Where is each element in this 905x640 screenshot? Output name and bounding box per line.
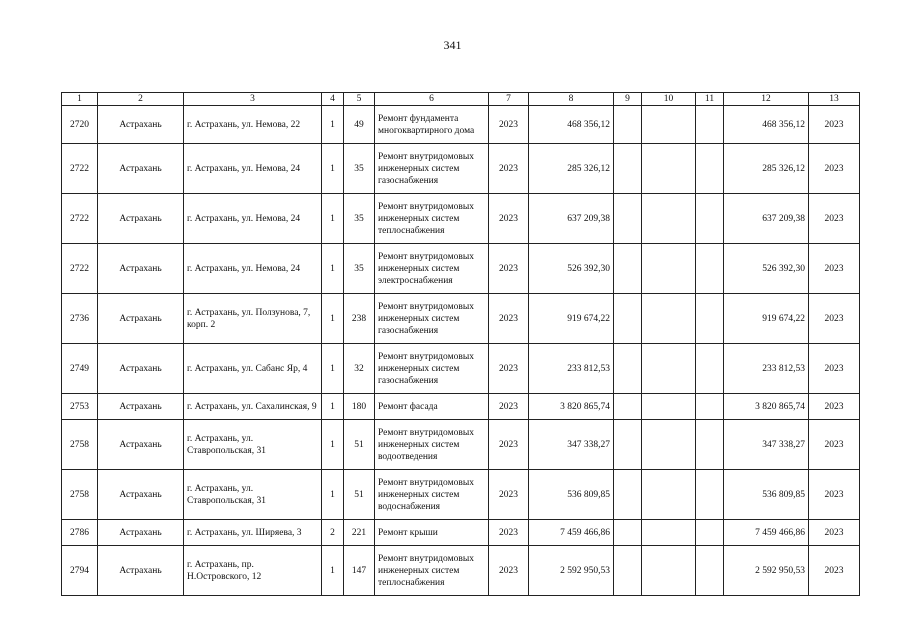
column-number: 9 [614, 93, 642, 106]
empty-cell [696, 294, 724, 344]
total-cost-cell: 2 592 950,53 [529, 546, 614, 596]
column-number: 6 [375, 93, 489, 106]
settlement-cell: Астрахань [98, 420, 184, 470]
empty-cell [614, 294, 642, 344]
work-type-cell: Ремонт крыши [375, 520, 489, 546]
year-cell: 2023 [489, 394, 529, 420]
budget-cost-cell: 526 392,30 [724, 244, 809, 294]
empty-cell [642, 194, 696, 244]
count-cell: 1 [322, 420, 344, 470]
year-cell: 2023 [489, 470, 529, 520]
completion-year-cell: 2023 [809, 344, 860, 394]
completion-year-cell: 2023 [809, 546, 860, 596]
budget-cost-cell: 3 820 865,74 [724, 394, 809, 420]
empty-cell [642, 470, 696, 520]
completion-year-cell: 2023 [809, 144, 860, 194]
table-row [62, 394, 860, 420]
work-type-cell: Ремонт внутридомовых инженерных систем теплоснабжения [375, 194, 489, 244]
column-number: 12 [724, 93, 809, 106]
settlement-cell: Астрахань [98, 244, 184, 294]
apartments-cell: 180 [344, 394, 375, 420]
row-number-cell: 2722 [62, 244, 98, 294]
empty-cell [696, 144, 724, 194]
settlement-cell: Астрахань [98, 546, 184, 596]
year-cell: 2023 [489, 144, 529, 194]
completion-year-cell: 2023 [809, 244, 860, 294]
budget-cost-cell: 347 338,27 [724, 420, 809, 470]
column-number: 13 [809, 93, 860, 106]
row-number-cell: 2722 [62, 194, 98, 244]
total-cost-cell: 919 674,22 [529, 294, 614, 344]
empty-cell [696, 420, 724, 470]
column-number: 7 [489, 93, 529, 106]
address-cell: г. Астрахань, пр. Н.Островского, 12 [184, 546, 322, 596]
count-cell: 1 [322, 144, 344, 194]
work-type-cell: Ремонт внутридомовых инженерных систем газоснабжения [375, 344, 489, 394]
empty-cell [614, 144, 642, 194]
column-number: 10 [642, 93, 696, 106]
table-row [62, 144, 860, 194]
settlement-cell: Астрахань [98, 194, 184, 244]
empty-cell [642, 520, 696, 546]
settlement-cell: Астрахань [98, 106, 184, 144]
empty-cell [696, 344, 724, 394]
page-number: 341 [443, 38, 462, 52]
count-cell: 1 [322, 546, 344, 596]
apartments-cell: 221 [344, 520, 375, 546]
table-row [62, 546, 860, 596]
total-cost-cell: 637 209,38 [529, 194, 614, 244]
empty-cell [642, 106, 696, 144]
table-row [62, 106, 860, 144]
settlement-cell: Астрахань [98, 394, 184, 420]
address-cell: г. Астрахань, ул. Ползунова, 7, корп. 2 [184, 294, 322, 344]
work-type-cell: Ремонт внутридомовых инженерных систем газоснабжения [375, 294, 489, 344]
address-cell: г. Астрахань, ул. Немова, 24 [184, 244, 322, 294]
column-number: 11 [696, 93, 724, 106]
budget-cost-cell: 285 326,12 [724, 144, 809, 194]
column-number: 1 [62, 93, 98, 106]
total-cost-cell: 468 356,12 [529, 106, 614, 144]
empty-cell [642, 344, 696, 394]
total-cost-cell: 233 812,53 [529, 344, 614, 394]
year-cell: 2023 [489, 344, 529, 394]
empty-cell [614, 194, 642, 244]
budget-cost-cell: 919 674,22 [724, 294, 809, 344]
address-cell: г. Астрахань, ул. Немова, 24 [184, 194, 322, 244]
apartments-cell: 35 [344, 194, 375, 244]
empty-cell [696, 546, 724, 596]
empty-cell [696, 244, 724, 294]
count-cell: 1 [322, 244, 344, 294]
completion-year-cell: 2023 [809, 470, 860, 520]
column-number-row [62, 93, 860, 106]
apartments-cell: 32 [344, 344, 375, 394]
address-cell: г. Астрахань, ул. Ширяева, 3 [184, 520, 322, 546]
empty-cell [614, 344, 642, 394]
empty-cell [696, 194, 724, 244]
table-row [62, 244, 860, 294]
work-type-cell: Ремонт внутридомовых инженерных систем водоснабжения [375, 470, 489, 520]
total-cost-cell: 536 809,85 [529, 470, 614, 520]
year-cell: 2023 [489, 194, 529, 244]
total-cost-cell: 347 338,27 [529, 420, 614, 470]
address-cell: г. Астрахань, ул. Ставропольская, 31 [184, 420, 322, 470]
empty-cell [642, 546, 696, 596]
work-type-cell: Ремонт фасада [375, 394, 489, 420]
completion-year-cell: 2023 [809, 194, 860, 244]
year-cell: 2023 [489, 244, 529, 294]
total-cost-cell: 3 820 865,74 [529, 394, 614, 420]
empty-cell [614, 394, 642, 420]
total-cost-cell: 7 459 466,86 [529, 520, 614, 546]
table-row [62, 194, 860, 244]
count-cell: 1 [322, 394, 344, 420]
row-number-cell: 2758 [62, 470, 98, 520]
apartments-cell: 238 [344, 294, 375, 344]
apartments-cell: 51 [344, 470, 375, 520]
table-row [62, 420, 860, 470]
table-row [62, 344, 860, 394]
row-number-cell: 2720 [62, 106, 98, 144]
empty-cell [614, 470, 642, 520]
address-cell: г. Астрахань, ул. Немова, 22 [184, 106, 322, 144]
budget-cost-cell: 2 592 950,53 [724, 546, 809, 596]
empty-cell [642, 394, 696, 420]
empty-cell [614, 546, 642, 596]
empty-cell [696, 470, 724, 520]
work-type-cell: Ремонт внутридомовых инженерных систем электроснабжения [375, 244, 489, 294]
row-number-cell: 2758 [62, 420, 98, 470]
budget-cost-cell: 637 209,38 [724, 194, 809, 244]
column-number: 8 [529, 93, 614, 106]
address-cell: г. Астрахань, ул. Сабанс Яр, 4 [184, 344, 322, 394]
settlement-cell: Астрахань [98, 470, 184, 520]
count-cell: 1 [322, 344, 344, 394]
row-number-cell: 2786 [62, 520, 98, 546]
year-cell: 2023 [489, 420, 529, 470]
completion-year-cell: 2023 [809, 420, 860, 470]
column-number: 5 [344, 93, 375, 106]
empty-cell [696, 106, 724, 144]
settlement-cell: Астрахань [98, 294, 184, 344]
empty-cell [642, 420, 696, 470]
completion-year-cell: 2023 [809, 106, 860, 144]
address-cell: г. Астрахань, ул. Немова, 24 [184, 144, 322, 194]
apartments-cell: 51 [344, 420, 375, 470]
settlement-cell: Астрахань [98, 344, 184, 394]
work-type-cell: Ремонт внутридомовых инженерных систем теплоснабжения [375, 546, 489, 596]
work-type-cell: Ремонт внутридомовых инженерных систем водоотведения [375, 420, 489, 470]
empty-cell [642, 244, 696, 294]
address-cell: г. Астрахань, ул. Сахалинская, 9 [184, 394, 322, 420]
empty-cell [614, 420, 642, 470]
table-row [62, 294, 860, 344]
settlement-cell: Астрахань [98, 144, 184, 194]
table-row [62, 520, 860, 546]
apartments-cell: 35 [344, 144, 375, 194]
count-cell: 1 [322, 294, 344, 344]
empty-cell [642, 294, 696, 344]
work-type-cell: Ремонт фундамента многоквартирного дома [375, 106, 489, 144]
column-number: 2 [98, 93, 184, 106]
row-number-cell: 2753 [62, 394, 98, 420]
budget-cost-cell: 536 809,85 [724, 470, 809, 520]
year-cell: 2023 [489, 546, 529, 596]
repair-registry-table [61, 92, 860, 596]
row-number-cell: 2794 [62, 546, 98, 596]
column-number: 4 [322, 93, 344, 106]
settlement-cell: Астрахань [98, 520, 184, 546]
year-cell: 2023 [489, 294, 529, 344]
empty-cell [696, 520, 724, 546]
completion-year-cell: 2023 [809, 394, 860, 420]
empty-cell [614, 520, 642, 546]
count-cell: 1 [322, 106, 344, 144]
count-cell: 1 [322, 194, 344, 244]
year-cell: 2023 [489, 106, 529, 144]
empty-cell [696, 394, 724, 420]
empty-cell [614, 106, 642, 144]
row-number-cell: 2749 [62, 344, 98, 394]
total-cost-cell: 285 326,12 [529, 144, 614, 194]
apartments-cell: 49 [344, 106, 375, 144]
empty-cell [642, 144, 696, 194]
budget-cost-cell: 7 459 466,86 [724, 520, 809, 546]
total-cost-cell: 526 392,30 [529, 244, 614, 294]
table-row [62, 470, 860, 520]
count-cell: 2 [322, 520, 344, 546]
budget-cost-cell: 468 356,12 [724, 106, 809, 144]
budget-cost-cell: 233 812,53 [724, 344, 809, 394]
address-cell: г. Астрахань, ул. Ставропольская, 31 [184, 470, 322, 520]
completion-year-cell: 2023 [809, 294, 860, 344]
completion-year-cell: 2023 [809, 520, 860, 546]
work-type-cell: Ремонт внутридомовых инженерных систем газоснабжения [375, 144, 489, 194]
year-cell: 2023 [489, 520, 529, 546]
count-cell: 1 [322, 470, 344, 520]
row-number-cell: 2736 [62, 294, 98, 344]
apartments-cell: 147 [344, 546, 375, 596]
empty-cell [614, 244, 642, 294]
apartments-cell: 35 [344, 244, 375, 294]
row-number-cell: 2722 [62, 144, 98, 194]
column-number: 3 [184, 93, 322, 106]
